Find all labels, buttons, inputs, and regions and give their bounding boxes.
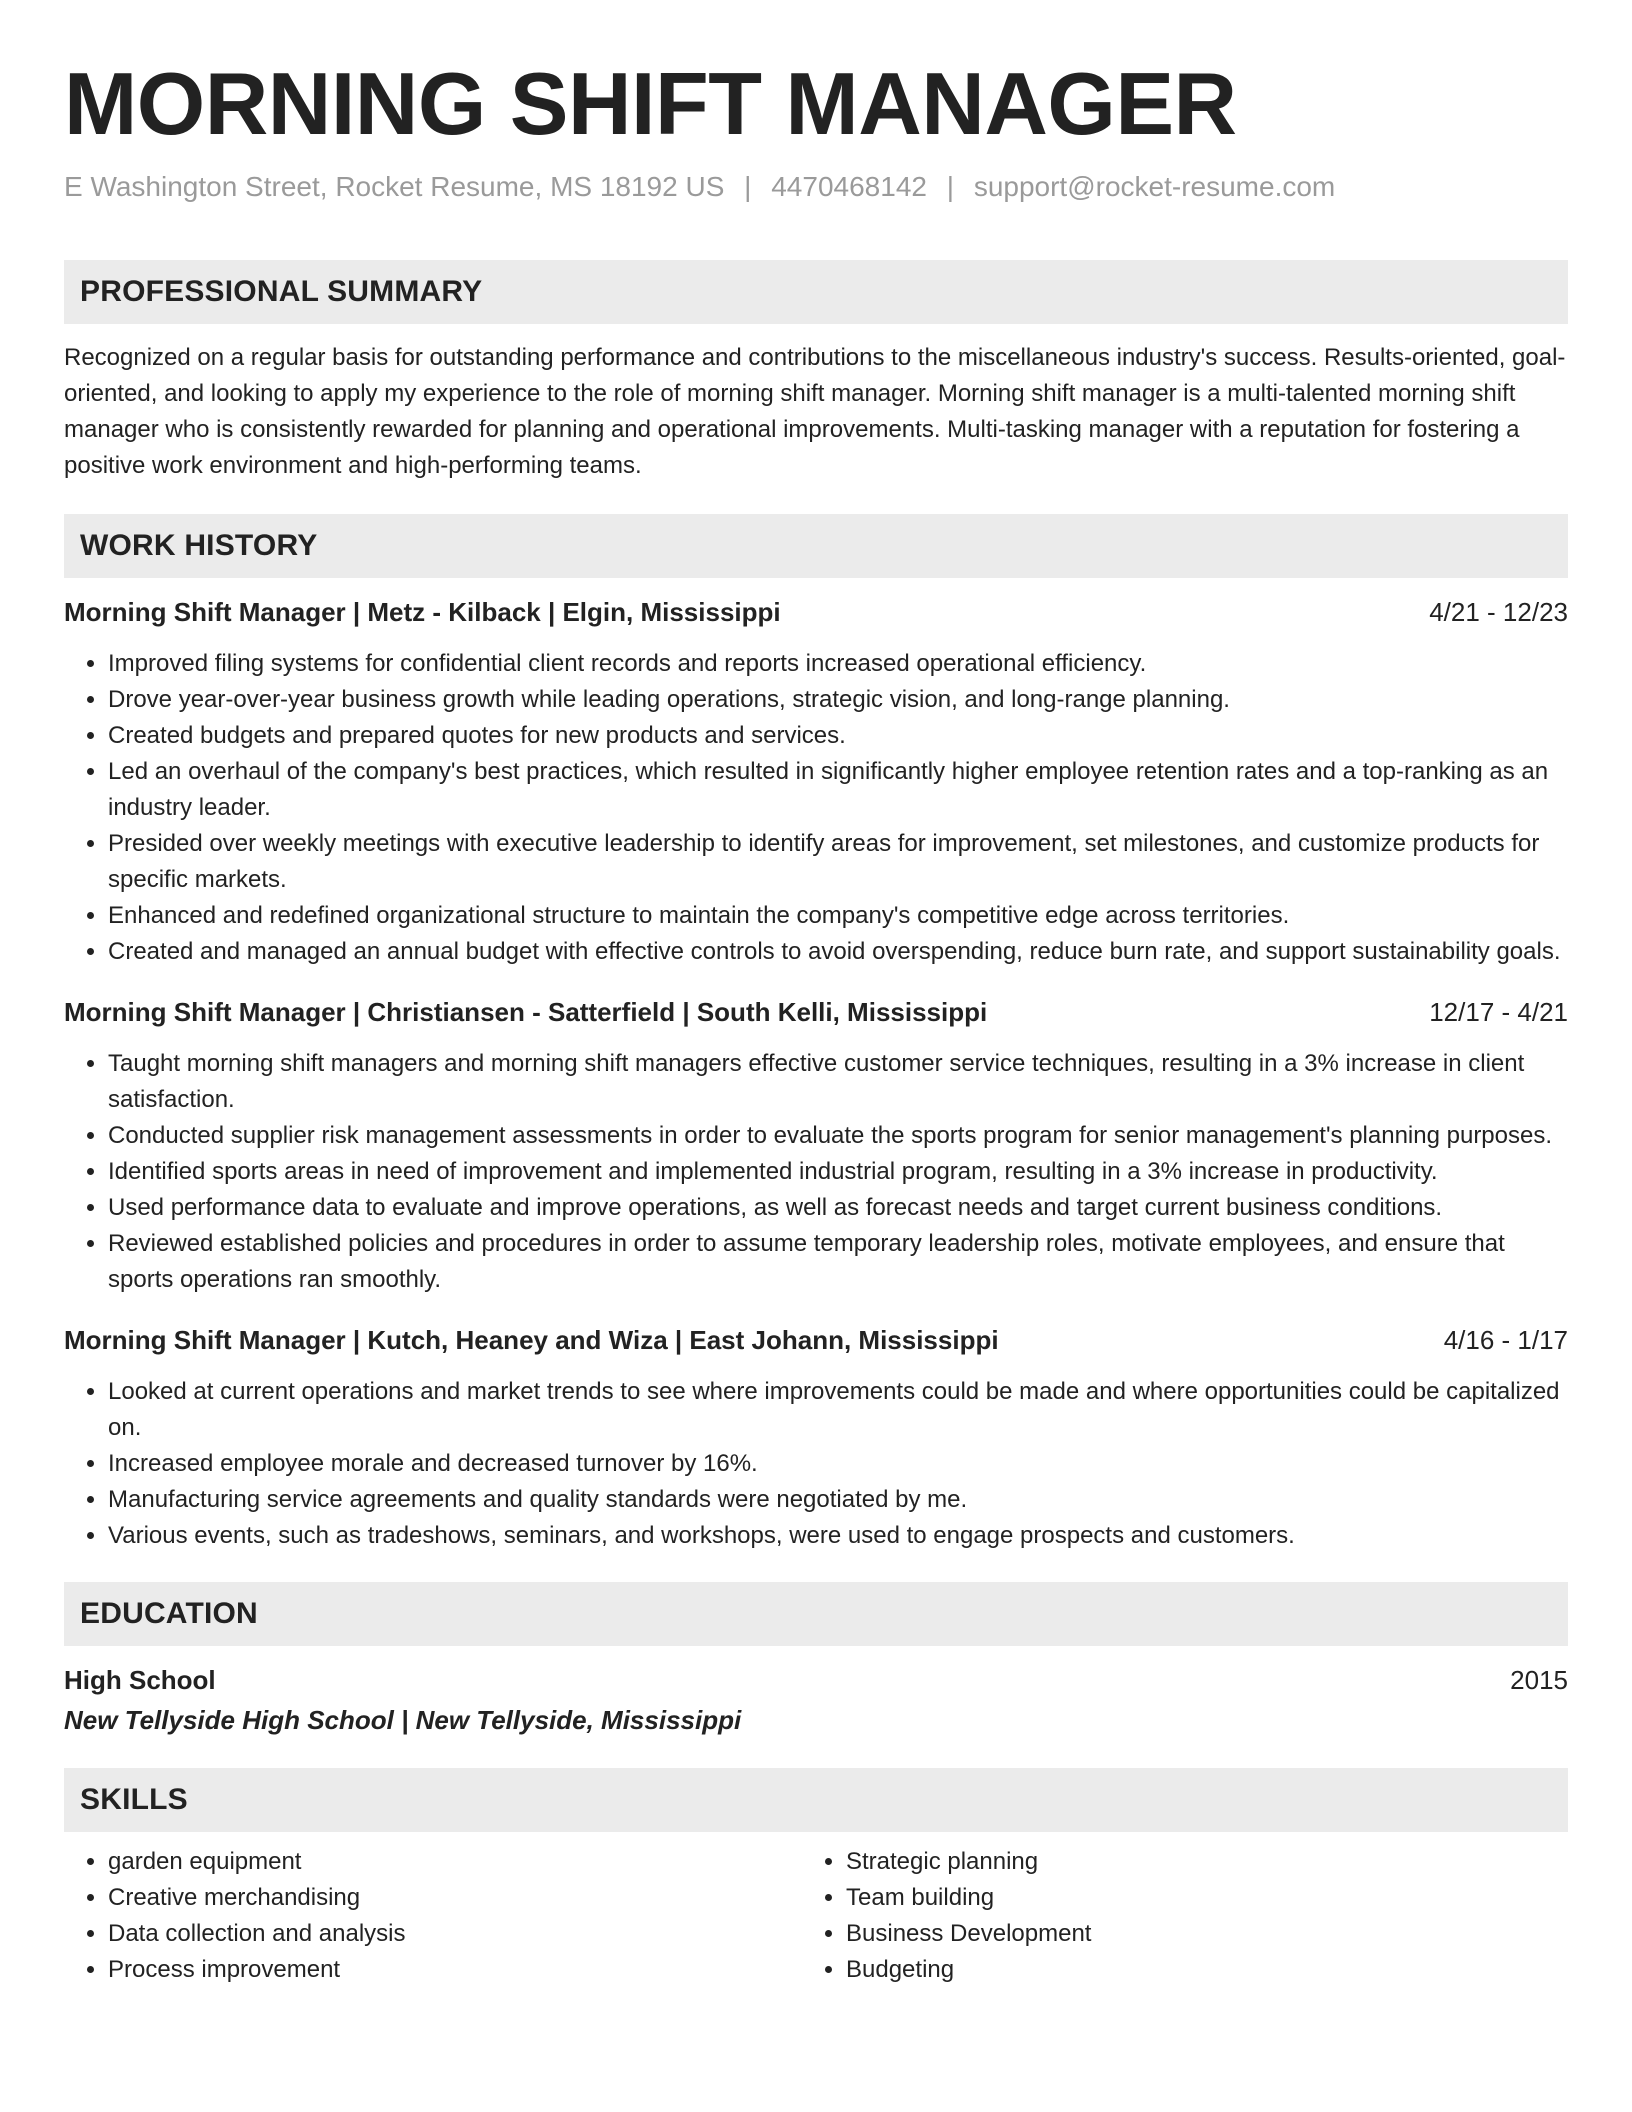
job-entry bbox=[64, 1322, 1568, 1554]
job-bullet: • Identified sports areas in need of improvement and implemented industrial program, resulting in a 3% increase in productivity. bbox=[108, 1154, 1568, 1190]
job-header bbox=[64, 994, 1568, 1030]
job-bullet: • Increased employee morale and decreased turnover by 16%. bbox=[108, 1446, 1568, 1482]
job-bullet: • Created budgets and prepared quotes for new products and services. bbox=[108, 718, 1568, 754]
contact-phone: 4470468142 bbox=[771, 171, 927, 202]
education-degree: High School bbox=[64, 1665, 216, 1695]
skill-item: • Business Development bbox=[846, 1916, 1540, 1952]
skill-item: • garden equipment bbox=[108, 1844, 802, 1880]
job-title: Morning Shift Manager | Christiansen - Satterfield | South Kelli, Mississippi bbox=[64, 997, 988, 1027]
job-bullet: • Reviewed established policies and procedures in order to assume temporary leadership roles, motivate employees, and ensure that sports operations ran smoothly. bbox=[108, 1226, 1568, 1298]
education-school: New Tellyside High School | New Tellyside, Mississippi bbox=[64, 1705, 742, 1735]
summary-paragraph: Recognized on a regular basis for outstanding performance and contributions to the miscellaneous industry's success. Results-oriented, goal-oriented, and looking to apply my experience to the role of morning shift manager. Morning shift manager is a multi-talented morning shift manager who is consistently rewarded for planning and operational improvements. Multi-tasking manager with a reputation for fostering a positive work environment and high-performing teams. bbox=[64, 344, 1566, 479]
skills-column-left bbox=[64, 1844, 802, 1988]
skill-item: • Data collection and analysis bbox=[108, 1916, 802, 1952]
job-dates: 4/21 - 12/23 bbox=[1429, 597, 1568, 627]
job-bullet: • Improved filing systems for confidential client records and reports increased operational efficiency. bbox=[108, 646, 1568, 682]
skills-list bbox=[64, 1844, 802, 1988]
job-entry bbox=[64, 594, 1568, 970]
job-bullet: • Conducted supplier risk management assessments in order to evaluate the sports program for senior management's planning purposes. bbox=[108, 1118, 1568, 1154]
work-history-section bbox=[64, 514, 1568, 1554]
resume-name-title: MORNING SHIFT MANAGER bbox=[64, 54, 1237, 153]
skill-item: • Creative merchandising bbox=[108, 1880, 802, 1916]
job-header bbox=[64, 594, 1568, 630]
job-bullet: • Taught morning shift managers and morning shift managers effective customer service techniques, resulting in a 3% increase in client satisfaction. bbox=[108, 1046, 1568, 1118]
job-bullet-list bbox=[64, 1374, 1568, 1554]
job-bullet: • Led an overhaul of the company's best practices, which resulted in significantly higher employee retention rates and a top-ranking as an industry leader. bbox=[108, 754, 1568, 826]
contact-email: support@rocket-resume.com bbox=[973, 171, 1336, 202]
job-title: Morning Shift Manager | Kutch, Heaney and Wiza | East Johann, Mississippi bbox=[64, 1325, 999, 1355]
section-heading-skills: SKILLS bbox=[64, 1768, 1568, 1832]
job-bullet: • Various events, such as tradeshows, seminars, and workshops, were used to engage prospects and customers. bbox=[108, 1518, 1568, 1554]
job-dates: 4/16 - 1/17 bbox=[1443, 1325, 1568, 1355]
job-dates: 12/17 - 4/21 bbox=[1429, 997, 1568, 1027]
skills-list bbox=[802, 1844, 1540, 1988]
job-bullet: • Used performance data to evaluate and improve operations, as well as forecast needs and target current business conditions. bbox=[108, 1190, 1568, 1226]
job-bullet: • Presided over weekly meetings with executive leadership to identify areas for improvement, set milestones, and customize products for specific markets. bbox=[108, 826, 1568, 898]
skills-grid bbox=[64, 1844, 1568, 1988]
contact-separator: | bbox=[744, 171, 752, 202]
section-heading-summary: PROFESSIONAL SUMMARY bbox=[64, 260, 1568, 324]
contact-line bbox=[64, 170, 1568, 204]
job-header bbox=[64, 1322, 1568, 1358]
education-year: 2015 bbox=[1510, 1665, 1568, 1695]
job-bullet: • Looked at current operations and market trends to see where improvements could be made and where opportunities could be capitalized on. bbox=[108, 1374, 1568, 1446]
contact-separator: | bbox=[946, 171, 955, 202]
job-bullet: • Created and managed an annual budget with effective controls to avoid overspending, reduce burn rate, and support sustainability goals. bbox=[108, 934, 1568, 970]
job-title: Morning Shift Manager | Metz - Kilback | Elgin, Mississippi bbox=[64, 597, 781, 627]
skill-item: • Budgeting bbox=[846, 1952, 1540, 1988]
skills-section bbox=[64, 1768, 1568, 1988]
contact-address: E Washington Street, Rocket Resume, MS 18192 US bbox=[64, 171, 725, 202]
skill-item: • Process improvement bbox=[108, 1952, 802, 1988]
job-bullet: • Drove year-over-year business growth while leading operations, strategic vision, and long-range planning. bbox=[108, 682, 1568, 718]
education-section bbox=[64, 1582, 1568, 1738]
job-bullet-list bbox=[64, 1046, 1568, 1298]
job-entry bbox=[64, 994, 1568, 1298]
skill-item: • Strategic planning bbox=[846, 1844, 1540, 1880]
job-bullet: • Enhanced and redefined organizational structure to maintain the company's competitive edge across territories. bbox=[108, 898, 1568, 934]
job-bullet: • Manufacturing service agreements and quality standards were negotiated by me. bbox=[108, 1482, 1568, 1518]
section-heading-work-history: WORK HISTORY bbox=[64, 514, 1568, 578]
professional-summary-section bbox=[64, 260, 1568, 484]
skills-column-right bbox=[802, 1844, 1540, 1988]
section-heading-education: EDUCATION bbox=[64, 1582, 1568, 1646]
education-header bbox=[64, 1662, 1568, 1698]
job-bullet-list bbox=[64, 646, 1568, 970]
skill-item: • Team building bbox=[846, 1880, 1540, 1916]
